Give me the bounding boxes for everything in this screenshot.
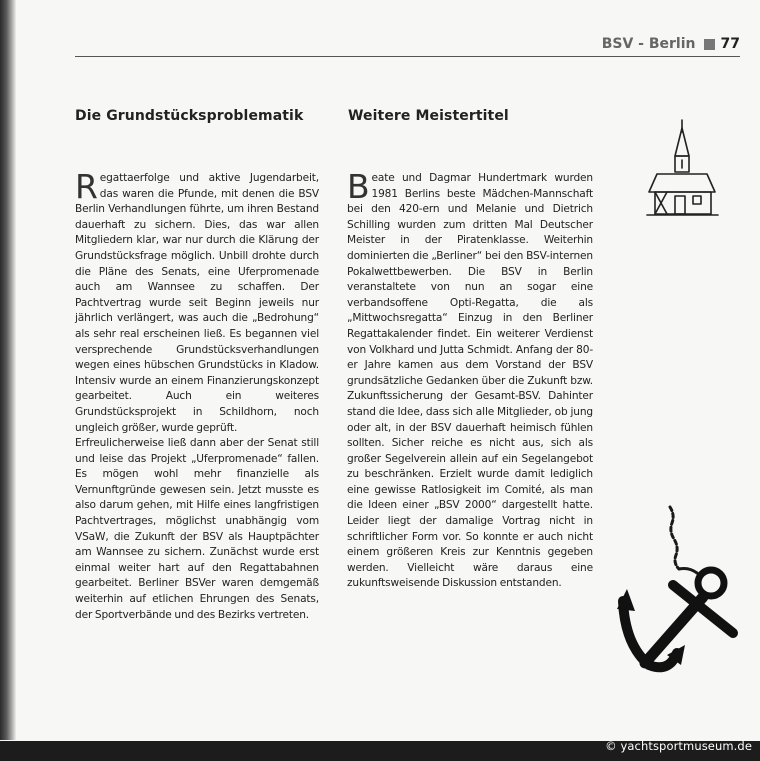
- running-header: [602, 36, 740, 52]
- anchor-illustration-icon: [615, 505, 745, 680]
- left-paragraph-1-text: egattaerfolge und aktive Jugendarbeit, das waren die Pfunde, mit denen die BSV Berlin Verhandlungen führte, um ihren Bestand dauerhaft zu sichern. Dies, das war allen Mitgliedern klar, war nur durch die Klärung der Grundstücksfrage möglich. Unbill drohte durch die Pläne des Senats, eine Uferpromenade auch am Wannsee zu schaffen. Der Pachtvertrag wurde seit Beginn jeweils nur jährlich verlängert, was auch die „Bedrohung“ als sehr real erscheinen ließ. Es begannen viel versprechende Grundstücksverhandlungen wegen eines hübschen Grundstücks in Kladow. Intensiv wurde an einem Finanzierungskonzept gearbeitet. Auch ein weiteres Grundstücksprojekt in Schildhorn, noch ungleich größer, wurde geprüft.: [75, 172, 319, 434]
- drop-cap-r: R: [75, 167, 98, 206]
- left-column-heading: Die Grundstücksproblematik: [75, 108, 304, 124]
- page-number: 77: [720, 36, 740, 52]
- right-column-text: [347, 167, 593, 592]
- left-column-text: [75, 167, 319, 623]
- church-illustration-icon: [645, 118, 720, 223]
- watermark: © yachtsportmuseum.de: [605, 739, 752, 753]
- drop-cap-b: B: [347, 167, 370, 206]
- book-binding-shadow: [0, 0, 16, 740]
- right-paragraph-1: [347, 167, 593, 592]
- header-title: BSV - Berlin: [601, 36, 696, 52]
- square-bullet-icon: [704, 39, 715, 50]
- left-paragraph-1: [75, 167, 319, 436]
- header-rule: [75, 56, 740, 57]
- right-paragraph-1-text: eate und Dagmar Hundertmark wurden 1981 Berlins beste Mädchen-Mannschaft bei den 420-ern und Melanie und Dietrich Schilling wurden zum dritten Mal Deutscher Meister in der Piratenklasse. Weiterhin dominierten die „Berliner“ bei den BSV-internen Pokalwettbewerben. Die BSV in Berlin veranstaltete von nun an sogar eine verbandsoffene Opti-Regatta, die als „Mittwochsregatta“ Einzug in den Berliner Regattakalender findet. Ein weiterer Verdienst von Volkhard und Jutta Schmidt. Anfang der 80-er Jahre kamen aus dem Vorstand der BSV grundsätzliche Gedanken über die Zukunft bzw. Zukunftssicherung der Gesamt-BSV. Dahinter stand die Idee, dass sich alle Mitglieder, ob jung oder alt, in der BSV dauerhaft heimisch fühlen sollten. Sicher reiche es nicht aus, sich als großer Segelverein allein auf ein Segelangebot zu beschränken. Erzielt wurde damit lediglich eine gewisse Ratlosigkeit im Comité, als man die Ideen einer „BSV 2000“ dargestellt hatte. Leider liegt der damalige Vortrag nicht in schriftlicher Form vor. So konnte er auch nicht einem größeren Kreis zur Kenntnis gegeben werden. Vielleicht wäre daraus eine zukunftsweisende Diskussion entstanden.: [347, 172, 593, 590]
- right-column-heading: Weitere Meistertitel: [348, 108, 509, 124]
- left-paragraph-2: Erfreulicherweise ließ dann aber der Senat still und leise das Projekt „Uferpromenade“ fallen. Es mögen wohl mehr finanzielle als Vernunftgründe gewesen sein. Jetzt musste es also darum gehen, mit Hilfe eines langfristigen Pachtvertrages, möglichst unabhängig vom VSaW, die Zukunft der BSV als Hauptpächter am Wannsee zu sichern. Zunächst wurde erst einmal weiter hart auf den Regattabahnen gearbeitet. Berliner BSVer waren demgemäß weiterhin auf etlichen Ehrungen des Senats, der Sportverbände und des Bezirks vertreten.: [75, 437, 319, 621]
